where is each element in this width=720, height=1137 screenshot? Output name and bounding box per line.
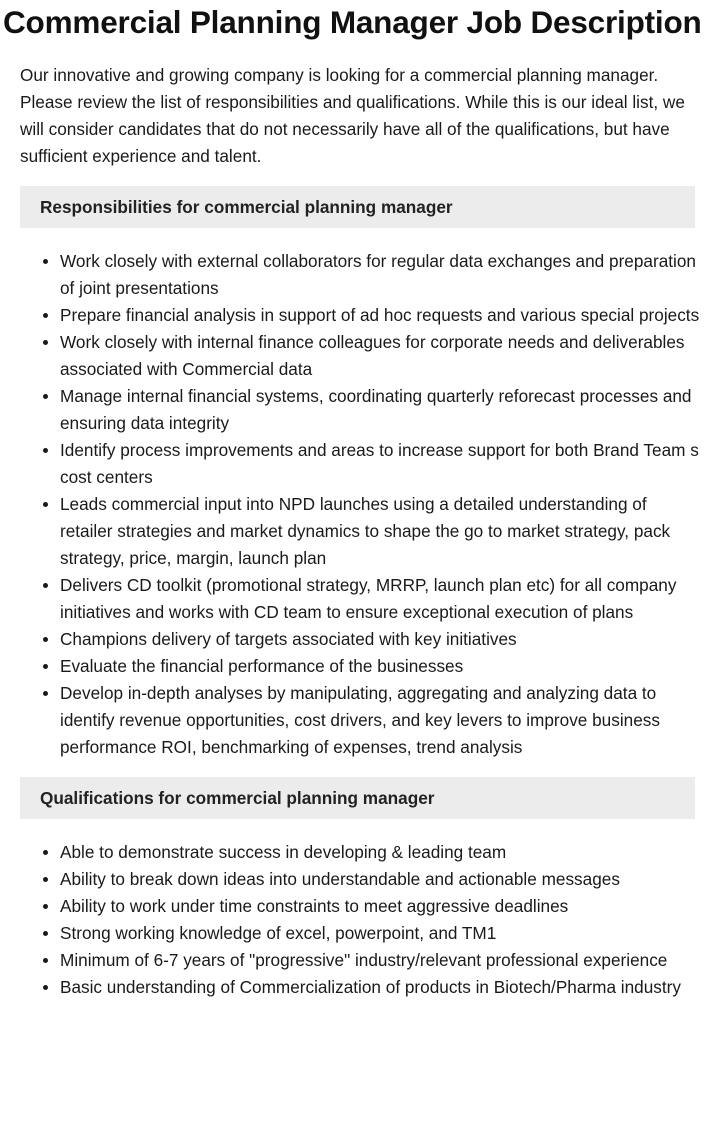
list-item-text: Champions delivery of targets associated with key initiatives (60, 629, 517, 649)
list-item-text: Ability to work under time constraints to meet aggressive deadlines (60, 896, 569, 916)
list-item-text: Work closely with internal finance colleagues for corporate needs and deliverables associated with Commercial data (60, 332, 685, 379)
qualifications-heading: Qualifications for commercial planning manager (20, 777, 695, 819)
responsibilities-list (0, 248, 720, 761)
list-item-text: Manage internal financial systems, coordinating quarterly reforecast processes and ensuring data integrity (60, 386, 692, 433)
list-item (60, 572, 720, 626)
list-item-text: Work closely with external collaborators for regular data exchanges and preparation of joint presentations (60, 251, 696, 298)
responsibilities-heading: Responsibilities for commercial planning manager (20, 186, 695, 228)
page-title: Commercial Planning Manager Job Description (3, 4, 702, 40)
list-item-text: Leads commercial input into NPD launches using a detailed understanding of retailer strategies and market dynamics to shape the go to market strategy, pack strategy, price, margin, launch plan (60, 494, 671, 568)
bullet-icon (43, 877, 48, 882)
list-item (60, 248, 720, 302)
list-item-text: Evaluate the financial performance of the businesses (60, 656, 464, 676)
list-item (60, 839, 720, 866)
bullet-icon (43, 313, 48, 318)
list-item-text: Delivers CD toolkit (promotional strategy, MRRP, launch plan etc) for all company initiatives and works with CD team to ensure exceptional execution of plans (60, 575, 677, 622)
list-item-text: Basic understanding of Commercialization of products in Biotech/Pharma industry (60, 977, 681, 997)
bullet-icon (43, 691, 48, 696)
list-item (60, 653, 720, 680)
list-item (60, 329, 720, 383)
bullet-icon (43, 259, 48, 264)
bullet-icon (43, 931, 48, 936)
list-item-text: Ability to break down ideas into understandable and actionable messages (60, 869, 620, 889)
qualifications-list (0, 839, 720, 1001)
bullet-icon (43, 394, 48, 399)
list-item (60, 893, 720, 920)
bullet-icon (43, 637, 48, 642)
intro-paragraph: Our innovative and growing company is looking for a commercial planning manager. Please review the list of responsibilities and qualifications. While this is our ideal list, we will consider candidates that do not necessarily have all of the qualifications, but have sufficient experience and talent. (20, 65, 685, 166)
bullet-icon (43, 850, 48, 855)
bullet-icon (43, 904, 48, 909)
list-item-text: Develop in-depth analyses by manipulating, aggregating and analyzing data to identify revenue opportunities, cost drivers, and key levers to improve business performance ROI, benchmarking of expenses, trend analysis (60, 683, 660, 757)
list-item-text: Minimum of 6-7 years of "progressive" industry/relevant professional experience (60, 950, 668, 970)
list-item (60, 626, 720, 653)
bullet-icon (43, 583, 48, 588)
bullet-icon (43, 664, 48, 669)
list-item (60, 947, 720, 974)
list-item (60, 974, 720, 1001)
list-item-text: Able to demonstrate success in developing & leading team (60, 842, 507, 862)
bullet-icon (43, 958, 48, 963)
list-item-text: Prepare financial analysis in support of ad hoc requests and various special projects (60, 305, 700, 325)
list-item-text: Strong working knowledge of excel, powerpoint, and TM1 (60, 923, 497, 943)
list-item (60, 437, 720, 491)
list-item (60, 491, 720, 572)
list-item (60, 920, 720, 947)
list-item (60, 866, 720, 893)
bullet-icon (43, 985, 48, 990)
bullet-icon (43, 448, 48, 453)
list-item (60, 383, 720, 437)
bullet-icon (43, 502, 48, 507)
list-item (60, 680, 720, 761)
bullet-icon (43, 340, 48, 345)
list-item (60, 302, 720, 329)
list-item-text: Identify process improvements and areas to increase support for both Brand Team s cost centers (60, 440, 699, 487)
